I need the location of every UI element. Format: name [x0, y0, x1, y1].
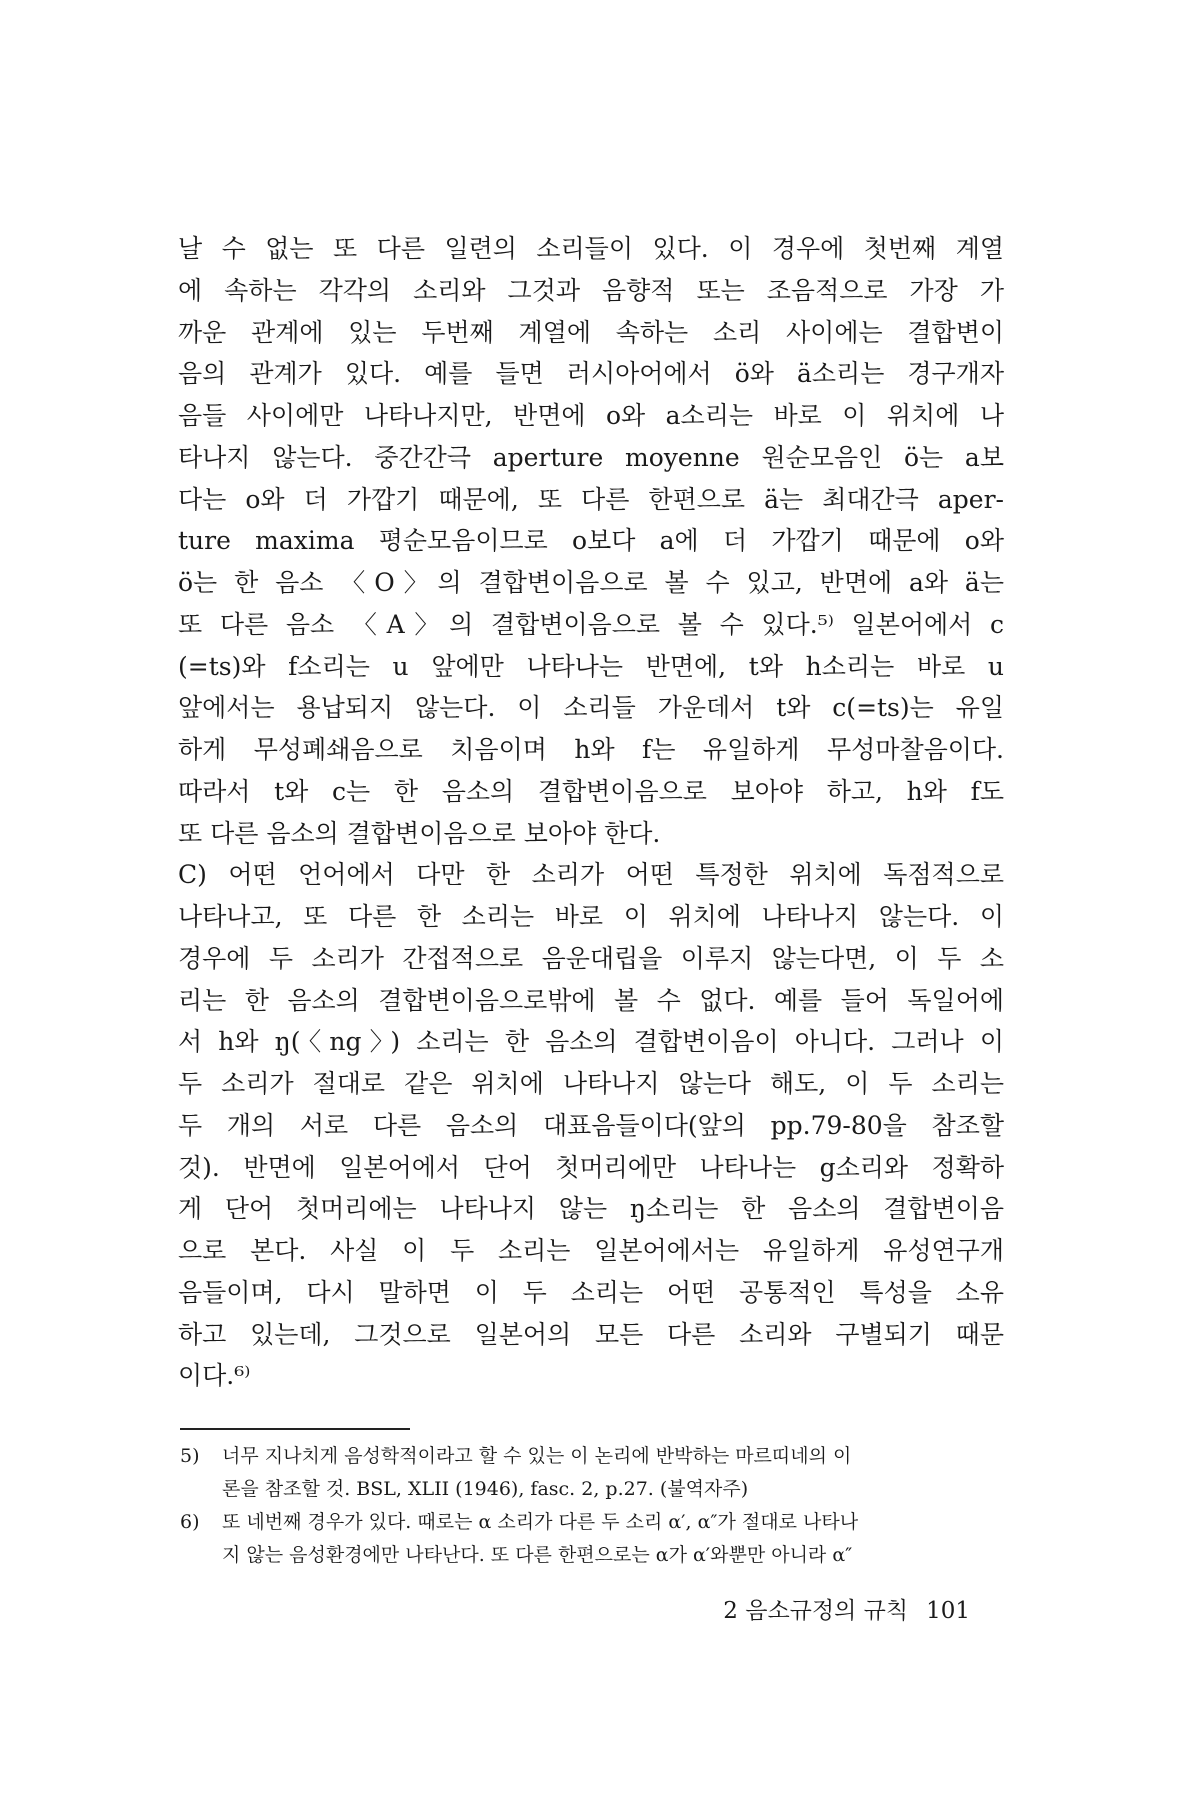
text-line: 게 단어 첫머리에는 나타나지 않는 ŋ소리는 한 음소의 결합변이음	[178, 1194, 1004, 1224]
text-line: 음들 사이에만 나타나지만, 반면에 o와 a소리는 바로 이 위치에 나	[178, 401, 1004, 430]
footnote-6	[180, 1506, 1004, 1539]
text-line: 타나지 않는다. 중간간극 aperture moyenne 원순모음인 ö는 a보	[178, 442, 1004, 472]
text-line: 나타나고, 또 다른 한 소리는 바로 이 위치에 나타나지 않는다. 이	[178, 902, 1004, 931]
text-line: 하고 있는데, 그것으로 일본어의 모든 다른 소리와 구별되기 때문	[178, 1319, 1004, 1349]
text-line: 에 속하는 각각의 소리와 그것과 음향적 또는 조음적으로 가장 가	[178, 275, 1004, 305]
footnote-text: 론을 참조할 것. BSL, XLII (1946), fasc. 2, p.27. (불역자주)	[222, 1478, 749, 1500]
text-line: 음의 관계가 있다. 예를 들면 러시아어에서 ö와 ä소리는 경구개자	[178, 359, 1004, 389]
text-line: 따라서 t와 c는 한 음소의 결합변이음으로 보아야 하고, h와 f도	[178, 776, 1004, 806]
text-line: 음들이며, 다시 말하면 이 두 소리는 어떤 공통적인 특성을 소유	[178, 1277, 1004, 1307]
text-line: C) 어떤 언어에서 다만 한 소리가 어떤 특정한 위치에 독점적으로	[178, 860, 1004, 890]
text-line: (=ts)와 f소리는 u 앞에만 나타나는 반면에, t와 h소리는 바로 u	[178, 651, 1004, 681]
text-line: 서 h와 ŋ(〈ng〉) 소리는 한 음소의 결합변이음이 아니다. 그러나 이	[178, 1027, 1004, 1057]
text-line: 앞에서는 용납되지 않는다. 이 소리들 가운데서 t와 c(=ts)는 유일	[178, 693, 1004, 723]
footnotes	[180, 1440, 1004, 1572]
footnote-5	[180, 1440, 1004, 1473]
footnote-text: 지 않는 음성환경에만 나타난다. 또 다른 한편으로는 α가 α′와뿐만 아니라 α″	[222, 1544, 853, 1566]
text-line: 두 개의 서로 다른 음소의 대표음들이다(앞의 pp.79-80을 참조할	[178, 1110, 1004, 1140]
text-line: 두 소리가 절대로 같은 위치에 나타나지 않는다 해도, 이 두 소리는	[178, 1069, 1004, 1098]
text-line: 리는 한 음소의 결합변이음으로밖에 볼 수 없다. 예를 들어 독일어에	[178, 985, 1004, 1015]
text-line: 또 다른 음소의 결합변이음으로 보아야 한다.	[178, 818, 661, 848]
text-line: 날 수 없는 또 다른 일련의 소리들이 있다. 이 경우에 첫번째 계열	[178, 234, 1004, 263]
text-line: 으로 본다. 사실 이 두 소리는 일본어에서는 유일하게 유성연구개	[178, 1236, 1004, 1265]
page-footer	[723, 1592, 970, 1625]
footnote-divider	[180, 1428, 410, 1430]
text-line: 것). 반면에 일본어에서 단어 첫머리에만 나타나는 g소리와 정확하	[178, 1152, 1004, 1182]
text-line: 다는 o와 더 가깝기 때문에, 또 다른 한편으로 ä는 최대간극 aper-	[178, 484, 1004, 514]
body-text	[178, 228, 1004, 1397]
text-line: 까운 관계에 있는 두번째 계열에 속하는 소리 사이에는 결합변이	[178, 317, 1004, 347]
page-number: 101	[926, 1598, 970, 1624]
running-head: 2 음소규정의 규칙	[723, 1598, 909, 1624]
footnote-number: 6)	[180, 1511, 200, 1533]
footnote-number: 5)	[180, 1445, 200, 1467]
text-line: 경우에 두 소리가 간접적으로 음운대립을 이루지 않는다면, 이 두 소	[178, 943, 1004, 973]
text-line: 이다.⁶⁾	[178, 1361, 251, 1391]
text-line: ture maxima 평순모음이므로 o보다 a에 더 가깝기 때문에 o와	[178, 526, 1004, 556]
text-line: ö는 한 음소 〈O〉의 결합변이음으로 볼 수 있고, 반면에 a와 ä는	[178, 568, 1004, 597]
footnote-text: 또 네번째 경우가 있다. 때로는 α 소리가 다른 두 소리 α′, α″가 절대로 나타나	[222, 1511, 859, 1533]
text-line: 하게 무성폐쇄음으로 치음이며 h와 f는 유일하게 무성마찰음이다.	[178, 735, 1004, 764]
footnote-text: 너무 지나치게 음성학적이라고 할 수 있는 이 논리에 반박하는 마르띠네의 이	[222, 1445, 852, 1467]
text-line: 또 다른 음소 〈A〉의 결합변이음으로 볼 수 있다.⁵⁾ 일본어에서 c	[178, 609, 1004, 639]
